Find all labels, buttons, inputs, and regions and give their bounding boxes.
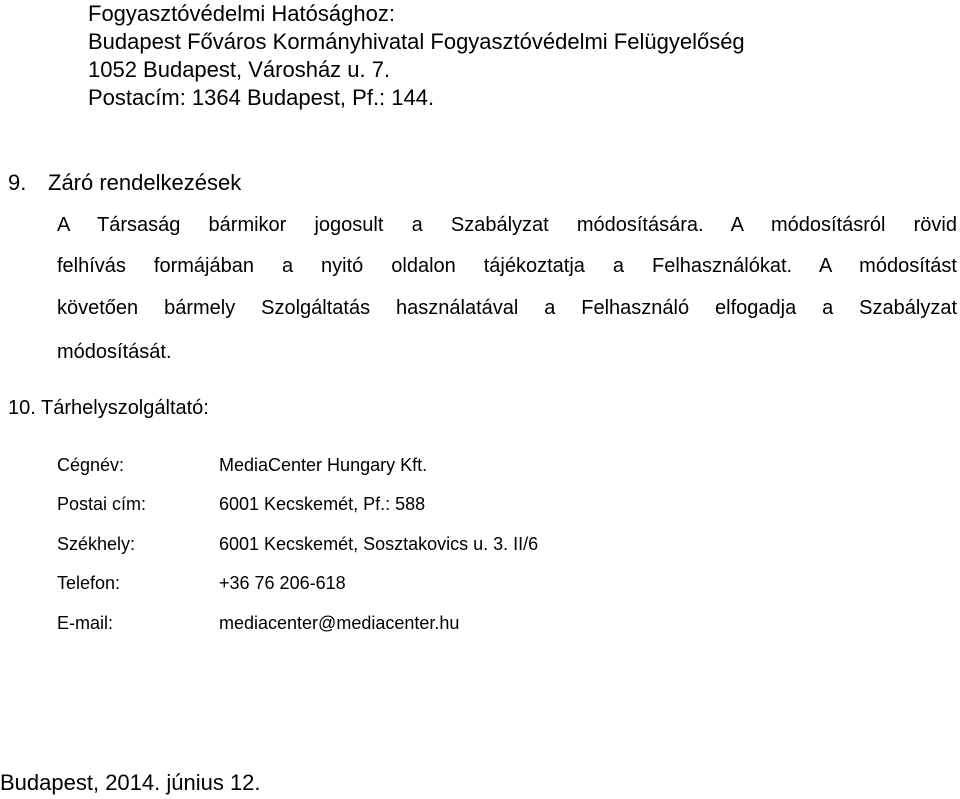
phone-value: +36 76 206-618 (219, 573, 346, 593)
section-9-paragraph-line-1: A Társaság bármikor jogosult a Szabályzat módosítására. A módosításról rövid (57, 214, 957, 236)
postal-address-value: 6001 Kecskemét, Pf.: 588 (219, 494, 426, 514)
postal-address-label: Postai cím: (57, 494, 147, 514)
phone-label: Telefon: (57, 573, 121, 593)
address-line-office: Budapest Főváros Kormányhivatal Fogyasztóvédelmi Felügyelőség (88, 29, 745, 54)
address-line-street: 1052 Budapest, Városház u. 7. (88, 57, 391, 82)
company-name-value: MediaCenter Hungary Kft. (219, 455, 428, 475)
address-line-authority: Fogyasztóvédelmi Hatósághoz: (88, 1, 395, 26)
section-9-paragraph-line-3: követően bármely Szolgáltatás használatával a Felhasználó elfogadja a Szabályzat (57, 297, 957, 319)
section-9-title: Záró rendelkezések (48, 170, 242, 195)
address-line-postal: Postacím: 1364 Budapest, Pf.: 144. (88, 85, 435, 110)
section-9-number: 9. (8, 170, 27, 195)
section-9-heading (8, 172, 241, 194)
section-9-paragraph-line-4: módosítását. (57, 341, 172, 363)
section-10-heading: 10. Tárhelyszolgáltató: (8, 397, 209, 419)
section-9-paragraph-line-2: felhívás formájában a nyitó oldalon tájékoztatja a Felhasználókat. A módosítást (57, 255, 957, 277)
headquarters-value: 6001 Kecskemét, Sosztakovics u. 3. II/6 (219, 534, 539, 554)
company-name-label: Cégnév: (57, 455, 125, 475)
closing-place-date: Budapest, 2014. június 12. (0, 770, 261, 795)
email-value: mediacenter@mediacenter.hu (219, 613, 460, 633)
email-label: E-mail: (57, 613, 114, 633)
headquarters-label: Székhely: (57, 534, 136, 554)
